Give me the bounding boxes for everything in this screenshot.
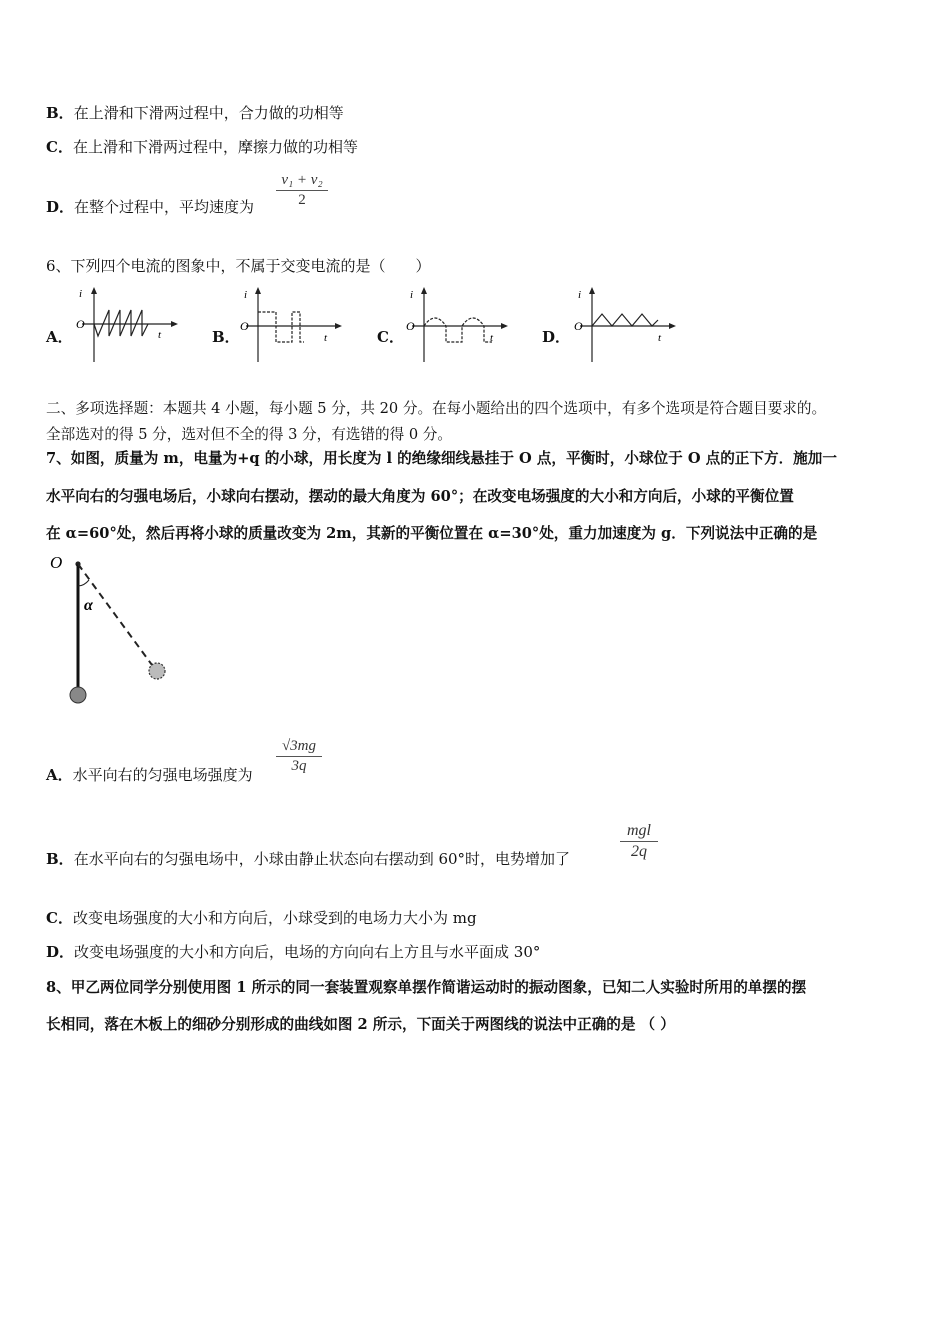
q5-d-fraction	[276, 172, 328, 209]
deflected-thread	[78, 564, 152, 665]
q5-option-c	[46, 136, 358, 157]
q8-stem-line2: 长相同，落在木板上的细砂分别形成的曲线如图 2 所示，下面关于两图线的说法中正确的是 （ ）	[46, 1016, 675, 1033]
q7-option-b	[46, 848, 570, 869]
option-label: C．	[46, 909, 73, 927]
fraction-numerator: √3mg	[281, 738, 317, 754]
x-axis-arrow	[335, 323, 342, 329]
triangle-wave-current	[592, 314, 658, 326]
fraction-numerator: mgl	[627, 822, 651, 839]
q6-graph-a	[72, 286, 182, 364]
y-axis-arrow	[91, 287, 97, 294]
ball-at-rest	[70, 687, 86, 703]
y-axis-arrow	[589, 287, 595, 294]
option-text: 在水平向右的匀强电场中，小球由静止状态向右摆动到 60°时，电势增加了	[73, 850, 571, 868]
axis-label-t: t	[658, 332, 662, 344]
square-wave-current	[258, 312, 304, 342]
option-label: C．	[46, 138, 73, 156]
x-axis-arrow	[669, 323, 676, 329]
angle-label-alpha: α	[84, 597, 93, 614]
fraction-denominator: 2q	[631, 843, 647, 860]
q6-stem: 6、下列四个电流的图象中，不属于交变电流的是（ ）	[46, 257, 431, 275]
q7-stem-line1: 7、如图，质量为 m，电量为+q 的小球，用长度为 l 的绝缘细线悬挂于 O 点，平衡时，小球位于 O 点的正下方．施加一	[46, 450, 837, 467]
q6-graph-b	[236, 286, 348, 364]
fraction-bar	[620, 841, 658, 842]
option-label: B．	[46, 104, 74, 122]
q5-option-d	[46, 196, 254, 217]
q7-stem-line3: 在 α=60°处，然后再将小球的质量改变为 2m，其新的平衡位置在 α=30°处，重力加速度为 g．下列说法中正确的是	[46, 525, 818, 542]
fraction-denominator: 3q	[291, 758, 307, 774]
option-text: 在上滑和下滑两过程中，合力做的功相等	[73, 104, 344, 122]
origin-label: O	[240, 319, 249, 333]
origin-label: O	[574, 319, 583, 333]
axis-label-i: i	[79, 288, 83, 300]
ball-deflected	[149, 663, 165, 679]
q6-option-a-label: A．	[46, 328, 73, 346]
option-label: D．	[46, 943, 75, 961]
q7-option-a	[46, 764, 253, 785]
q7-b-fraction	[620, 822, 658, 861]
q7-a-fraction	[276, 738, 322, 775]
fraction-bar	[276, 756, 322, 757]
q6-graph-c	[402, 286, 514, 364]
q6-graph-d	[570, 286, 682, 364]
axis-label-i: i	[410, 289, 414, 301]
section2-instructions-line2: 全部选对的得 5 分，选对但不全的得 3 分，有选错的得 0 分。	[46, 426, 452, 443]
y-axis-arrow	[421, 287, 427, 294]
axis-label-t: t	[490, 332, 494, 344]
q7-pendulum-figure	[46, 550, 176, 710]
axis-label-i: i	[578, 289, 582, 301]
option-text: 改变电场强度的大小和方向后，电场的方向向右上方且与水平面成 30°	[74, 943, 541, 961]
axis-label-i: i	[244, 289, 248, 301]
q5-option-b	[46, 102, 344, 123]
axis-label-t: t	[324, 332, 328, 344]
q7-option-c	[46, 907, 477, 928]
fraction-denominator: 2	[298, 192, 306, 208]
origin-label: O	[76, 317, 85, 331]
q6-option-c-label: C．	[377, 328, 404, 346]
q7-option-d	[46, 941, 540, 962]
sawtooth-current	[94, 310, 148, 336]
axis-label-t: t	[158, 329, 162, 341]
fraction-numerator: v₁ + v₂	[281, 172, 323, 188]
option-text: 在整个过程中，平均速度为	[74, 198, 255, 216]
x-axis-arrow	[501, 323, 508, 329]
origin-label: O	[406, 319, 415, 333]
pivot-label-o: O	[50, 553, 63, 572]
option-label: D．	[46, 198, 75, 216]
option-text: 在上滑和下滑两过程中，摩擦力做的功相等	[72, 138, 358, 156]
angle-arc	[78, 580, 89, 586]
fraction-bar	[276, 190, 328, 191]
option-text: 水平向右的匀强电场强度为	[72, 766, 253, 784]
q8-stem-line1: 8、甲乙两位同学分别使用图 1 所示的同一套装置观察单摆作简谐运动时的振动图象，已知二人实验时所用的单摆的摆	[46, 979, 807, 996]
option-label: B．	[46, 850, 74, 868]
q6-option-b-label: B．	[212, 328, 240, 346]
q7-stem-line2: 水平向右的匀强电场后，小球向右摆动，摆动的最大角度为 60°；在改变电场强度的大小和方向后，小球的平衡位置	[46, 488, 794, 505]
section2-instructions-line1: 二、多项选择题：本题共 4 小题，每小题 5 分，共 20 分。在每小题给出的四个选项中，有多个选项是符合题目要求的。	[46, 400, 827, 417]
option-text: 改变电场强度的大小和方向后，小球受到的电场力大小为 mg	[72, 909, 477, 927]
y-axis-arrow	[255, 287, 261, 294]
arch-wave-current	[424, 318, 492, 342]
x-axis-arrow	[171, 321, 178, 327]
option-label: A．	[46, 766, 73, 784]
q6-option-d-label: D．	[542, 328, 571, 346]
